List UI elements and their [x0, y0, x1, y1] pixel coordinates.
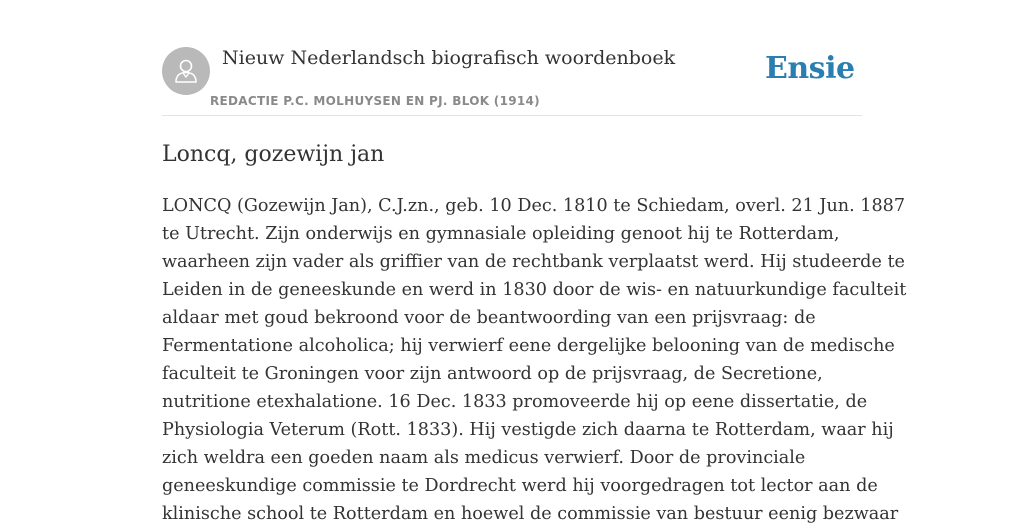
brand-logo[interactable]: Ensie	[765, 51, 855, 86]
body-line: klinische school te Rotterdam en hoewel de commissie van bestuur eenig bezwaar	[162, 504, 899, 524]
body-line: zich weldra een goeden naam als medicus verwierf. Door de provinciale	[162, 448, 806, 468]
body-line: faculteit te Groningen voor zijn antwoord op de prijsvraag, de Secretione,	[162, 364, 823, 384]
entry-body	[162, 192, 907, 528]
body-line: geneeskundige commissie te Dordrecht werd hij voorgedragen tot lector aan de	[162, 476, 878, 496]
entry-title: Loncq, gozewijn jan	[162, 142, 385, 167]
source-editor: REDACTIE P.C. MOLHUYSEN EN PJ. BLOK (1914)	[210, 94, 540, 108]
source-avatar	[162, 47, 210, 95]
body-line: aldaar met goud bekroond voor de beantwoording van een prijsvraag: de	[162, 308, 816, 328]
user-icon	[171, 56, 201, 86]
body-line: Physiologia Veterum (Rott. 1833). Hij vestigde zich daarna te Rotterdam, waar hij	[162, 420, 894, 440]
body-line: Leiden in de geneeskunde en werd in 1830 door de wis- en natuurkundige faculteit	[162, 280, 907, 300]
header-divider	[162, 115, 862, 116]
body-line: te Utrecht. Zijn onderwijs en gymnasiale opleiding genoot hij te Rotterdam,	[162, 224, 840, 244]
body-line: Fermentatione alcoholica; hij verwierf eene dergelijke belooning van de medische	[162, 336, 895, 356]
body-line: LONCQ (Gozewijn Jan), C.J.zn., geb. 10 Dec. 1810 te Schiedam, overl. 21 Jun. 1887	[162, 196, 906, 216]
body-line: waarheen zijn vader als griffier van de rechtbank verplaatst werd. Hij studeerde te	[162, 252, 905, 272]
source-title[interactable]: Nieuw Nederlandsch biografisch woordenboek	[222, 47, 676, 69]
body-line: nutritione etexhalatione. 16 Dec. 1833 promoveerde hij op eene dissertatie, de	[162, 392, 868, 412]
